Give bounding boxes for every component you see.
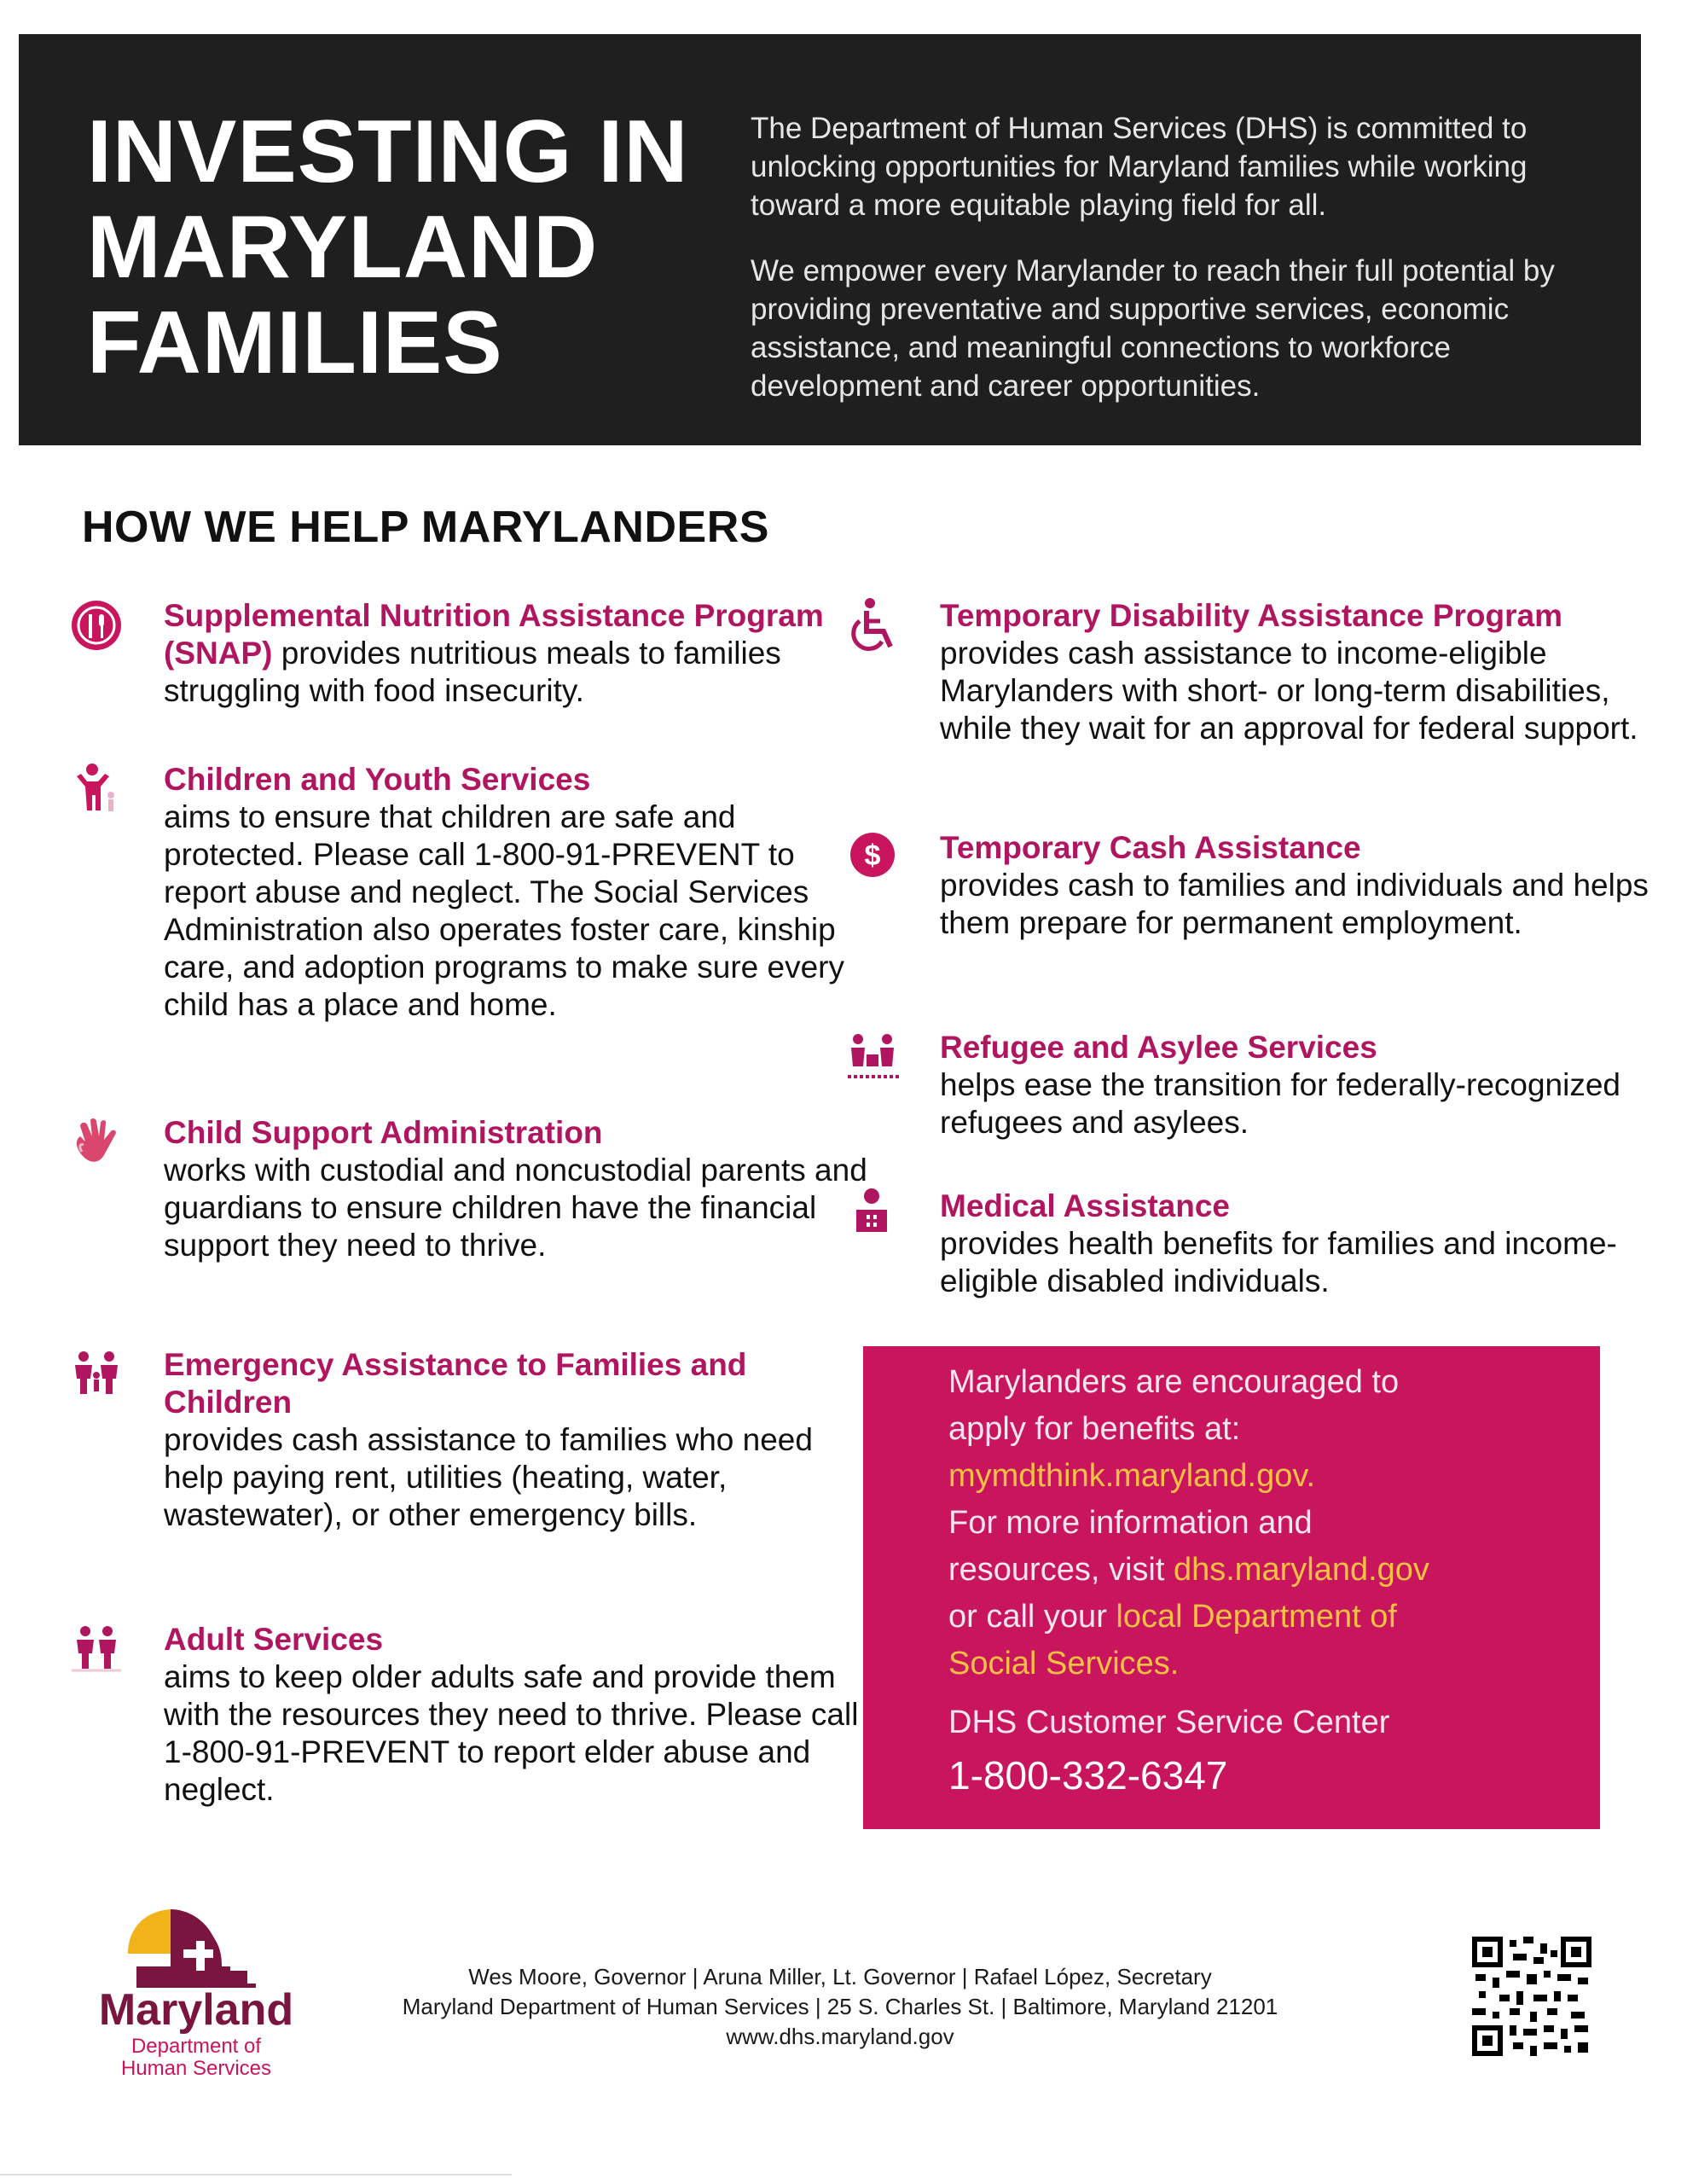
footer-website[interactable]: www.dhs.maryland.gov	[726, 2024, 954, 2049]
program-description: helps ease the transition for federally-recognized refugees and asylees.	[940, 1067, 1621, 1140]
footer-address: Maryland Department of Human Services | 25 S. Charles St. | Baltimore, Maryland 21201	[402, 1994, 1278, 2019]
hand-icon	[68, 1114, 136, 1174]
program-description: aims to keep older adults safe and provide them with the resources they need to thrive. Please call 1-800-91-PREVENT to report elder abuse and neglect.	[164, 1659, 859, 1807]
program-title: Refugee and Asylee Services	[940, 1030, 1377, 1065]
footer-officials: Wes Moore, Governor | Aruna Miller, Lt. Governor | Rafael López, Secretary	[468, 1964, 1212, 1989]
medical-icon	[844, 1188, 913, 1247]
section-heading: HOW WE HELP MARYLANDERS	[82, 502, 769, 552]
program-title: Medical Assistance	[940, 1188, 1231, 1223]
logo-wordmark: Maryland	[98, 1985, 294, 2035]
program-description: provides health benefits for families and income-eligible disabled individuals.	[940, 1226, 1617, 1298]
child-icon	[68, 761, 136, 821]
local-dss-link-part2[interactable]: Social Services.	[948, 1646, 1180, 1682]
program-title: Temporary Disability Assistance Program	[940, 598, 1562, 633]
bottom-divider	[0, 2174, 512, 2175]
intro-paragraph-1: The Department of Human Services (DHS) is committed to unlocking opportunities for Maryland families while working toward a more equitable playing field for all.	[751, 112, 1528, 222]
customer-service-label: DHS Customer Service Center	[948, 1705, 1390, 1740]
refugee-family-icon	[844, 1029, 913, 1089]
qr-code-icon	[1469, 1933, 1595, 2059]
family-icon	[68, 1346, 136, 1406]
program-description: provides nutritious meals to families struggling with food insecurity.	[164, 636, 781, 708]
utensils-icon	[68, 597, 136, 657]
svg-text:$: $	[864, 839, 881, 872]
program-title: Adult Services	[164, 1622, 384, 1657]
logo-subtitle: Department of Human Services	[120, 2035, 272, 2080]
page-title: INVESTING IN MARYLAND FAMILIES	[87, 102, 689, 392]
dhs-website-link[interactable]: dhs.maryland.gov	[1173, 1552, 1429, 1588]
program-description: provides cash assistance to income-eligible Marylanders with short- or long-term disabilities, while they wait for an approval for federal support.	[940, 636, 1638, 746]
benefits-info-box: Marylanders are encouraged to apply for benefits at: mymdthink.maryland.gov. For more information and resources, visit dhs.maryland.gov or call your local Department of Social Services. DHS Customer Service Center 1-800-332-6347	[863, 1346, 1600, 1829]
dollar-icon	[844, 829, 913, 889]
wheelchair-icon	[844, 597, 913, 657]
program-title: Emergency Assistance to Families and Children	[164, 1347, 747, 1420]
program-description: provides cash assistance to families who need help paying rent, utilities (heating, water, wastewater), or other emergency bills.	[164, 1422, 813, 1532]
program-title: Children and Youth Services	[164, 762, 591, 797]
program-description: works with custodial and noncustodial parents and guardians to ensure children have the financial support they need to thrive.	[164, 1153, 867, 1263]
customer-service-phone[interactable]: 1-800-332-6347	[948, 1753, 1228, 1798]
banner-intro	[751, 109, 1603, 433]
adults-icon	[68, 1621, 136, 1681]
program-title: Supplemental Nutrition Assistance Program (SNAP)	[164, 598, 824, 671]
program-description: provides cash to families and individuals and helps them prepare for permanent employment.	[940, 868, 1649, 940]
intro-paragraph-2: We empower every Marylander to reach their full potential by providing preventative and supportive services, economic assistance, and meaningful connections to workforce development and career opportunities.	[751, 254, 1555, 403]
mymdthink-link[interactable]: mymdthink.maryland.gov.	[948, 1458, 1316, 1494]
header-banner	[19, 34, 1641, 445]
program-title: Child Support Administration	[164, 1115, 603, 1150]
program-title: Temporary Cash Assistance	[940, 830, 1361, 865]
footer-info	[341, 1962, 1339, 2052]
local-dss-link-part1[interactable]: local Department of	[1116, 1599, 1397, 1635]
program-description: aims to ensure that children are safe and protected. Please call 1-800-91-PREVENT to report abuse and neglect. The Social Services Administration also operates foster care, kinship care, and adoption programs to make sure every child has a place and home.	[164, 799, 844, 1022]
